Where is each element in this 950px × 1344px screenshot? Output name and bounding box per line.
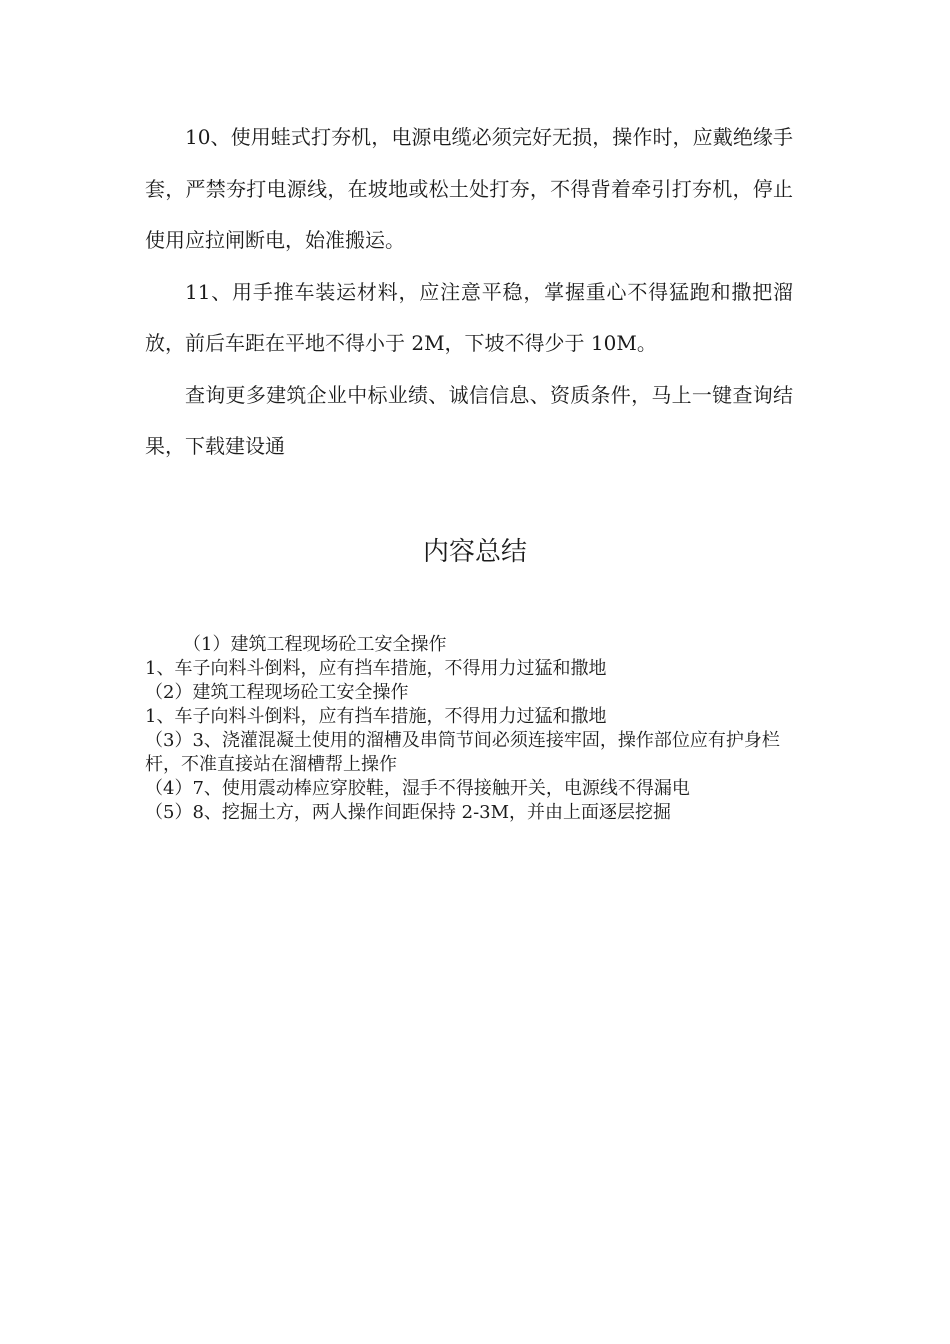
paragraph-handcart-safety: 11、用手推车装运材料，应注意平稳，掌握重心不得猛跑和撒把溜放，前后车距在平地不得小于 2M，下坡不得少于 10M。 [145, 279, 793, 355]
summary-item: （2）建筑工程现场砼工安全操作 [145, 682, 409, 703]
paragraph-promo: 查询更多建筑企业中标业绩、诚信信息、资质条件，马上一键查询结果，下载建设通 [145, 382, 793, 458]
summary-item: （1）建筑工程现场砼工安全操作 [183, 634, 447, 655]
summary-item: 1、车子向料斗倒料，应有挡车措施，不得用力过猛和撒地 [145, 706, 607, 727]
body-text [145, 112, 793, 473]
summary-item: （3）3、浇灌混凝土使用的溜槽及串筒节间必须连接牢固，操作部位应有护身栏杆，不准直接站在溜槽帮上操作 [145, 730, 780, 775]
paragraph-rammer-safety: 10、使用蛙式打夯机，电源电缆必须完好无损，操作时，应戴绝缘手套，严禁夯打电源线，在坡地或松土处打夯，不得背着牵引打夯机，停止使用应拉闸断电，始准搬运。 [145, 125, 793, 252]
summary-item: 1、车子向料斗倒料，应有挡车措施，不得用力过猛和撒地 [145, 658, 607, 679]
summary-item: （4）7、使用震动棒应穿胶鞋，湿手不得接触开关，电源线不得漏电 [145, 778, 690, 799]
summary-list [145, 633, 795, 825]
summary-item: （5）8、挖掘土方，两人操作间距保持 2-3M，并由上面逐层挖掘 [145, 802, 672, 823]
summary-title: 内容总结 [422, 537, 527, 567]
